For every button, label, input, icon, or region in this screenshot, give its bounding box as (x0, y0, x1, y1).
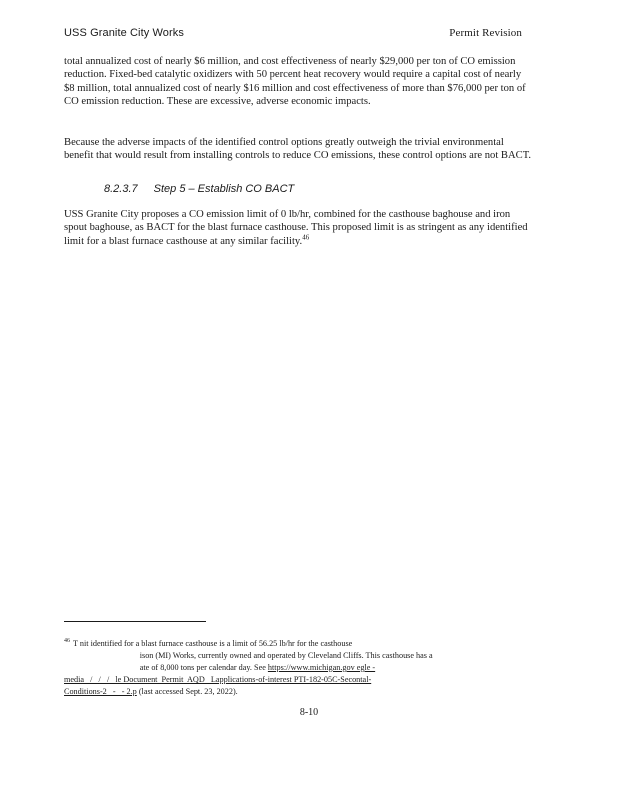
section-subheading (104, 183, 294, 195)
footnote-mark: 46 (64, 638, 70, 645)
footnote-line (64, 686, 532, 698)
footnote-line (64, 638, 532, 650)
footnote-link[interactable]: https://www.michigan.gov egle - (267, 663, 376, 672)
footnote-divider (64, 621, 206, 622)
section-number: 8.2.3.7 (104, 183, 138, 195)
footnote (64, 638, 532, 698)
footnote-text: ate of 8,000 tons per calendar day. See (64, 663, 268, 672)
footnote-text: (last accessed Sept. 23, 2022). (136, 687, 238, 696)
paragraph-cost-effectiveness: total annualized cost of nearly $6 million, and cost effectiveness of nearly $29,000 per ton of CO emission reduction. Fixed-bed catalytic oxidizers with 50 percent heat recovery would require a capital cost of nearly $8 million, total annualized cost of nearly $16 million and cost effectiveness of more than $76,000 per ton of CO emission reduction. These are excessive, adverse economic impacts. (64, 56, 526, 108)
footnote-link[interactable]: Conditions-2 - - 2.p (64, 687, 137, 696)
header-right-title: Permit Revision (449, 27, 522, 39)
section-title: Step 5 – Establish CO BACT (153, 183, 295, 195)
paragraph-adverse-impacts: Because the adverse impacts of the identified control options greatly outweigh the trivial environmental benefit that would result from installing controls to reduce CO emissions, these control options are not BACT. (64, 137, 532, 162)
paragraph-proposed-limit (64, 208, 532, 248)
paragraph-proposed-limit-text: USS Granite City proposes a CO emission limit of 0 lb/hr, combined for the casthouse baghouse and iron spout baghouse, as BACT for the blast furnace casthouse. This proposed limit is as stringent as any identified limit for a blast furnace casthouse at any similar facility. (64, 209, 528, 247)
page-number: 8-10 (299, 707, 319, 718)
footnote-reference[interactable]: 46 (302, 233, 310, 242)
header-left-title: USS Granite City Works (64, 27, 184, 39)
footnote-text: T nit identified for a blast furnace casthouse is a limit of 56.25 lb/hr for the casthouse (73, 639, 353, 648)
footnote-line[interactable]: media / / / le Document Permit AQD Lapplications-of-interest PTI-182-05C-Secontal- (64, 675, 372, 684)
footnote-line (64, 662, 532, 674)
footnote-line: ison (MI) Works, currently owned and operated by Cleveland Cliffs. This casthouse has a (64, 651, 433, 660)
